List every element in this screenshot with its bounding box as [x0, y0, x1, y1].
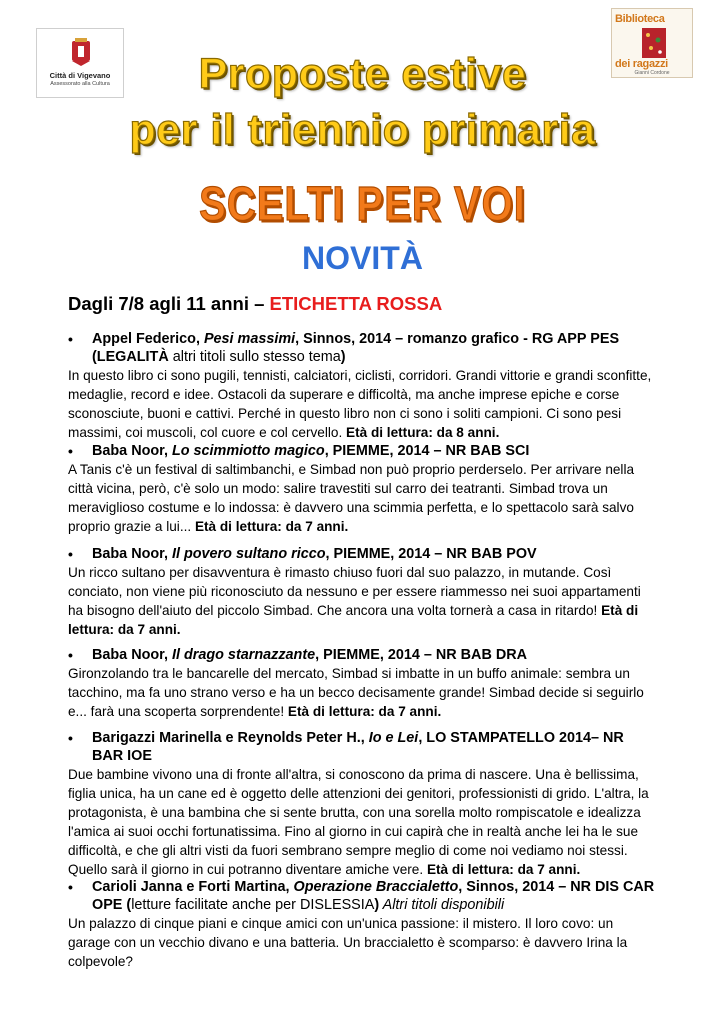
section-age-range: Dagli 7/8 agli 11 anni – — [68, 293, 270, 314]
bullet-icon: • — [68, 730, 73, 746]
book-entry — [68, 442, 658, 536]
book-author: Appel Federico, — [92, 331, 204, 347]
book-extra-open: ( — [122, 897, 132, 913]
reading-age: Età di lettura: da 7 anni. — [68, 603, 639, 637]
book-heading — [68, 545, 658, 563]
section-label: ETICHETTA ROSSA — [269, 293, 443, 314]
book-description: In questo libro ci sono pugili, tennisti, calciatori, ciclisti, corridori. Grandi vittorie e grandi sconfitte, medaglie, record e idee. Ostacoli da superare e difficoltà, ma anche imprese epiche e corse sconosciute, buoni e cattivi. Perché in questo libro non ci sono i soliti campioni. Ci sono pesi massimi, coi muscoli, col cuore e col cervello. Età di lettura: da 8 anni. — [68, 368, 652, 440]
book-description: A Tanis c'è un festival di saltimbanchi, e Simbad non può proprio perderselo. Per arrivare nella città vicina, però, c'è solo un modo: salire travestiti sul carro dei teatranti. Simbad trova un meraviglioso costume e lo indossa: è davvero una scimmia perfetta, e lo spettacolo sarà salvo proprio grazie a lui... Età di lettura: da 7 anni. — [68, 462, 635, 534]
book-title: Il drago starnazzante — [171, 647, 316, 663]
book-entry — [68, 878, 658, 971]
book-description: Gironzolando tra le bancarelle del mercato, Simbad si imbatte in un buffo animale: sembra un tacchino, ma fa uno strano verso e ha un becco decisamente grande! Simbad decide si seguirlo e... farà una scoperta sorprendente! Età di lettura: da 7 anni. — [68, 666, 644, 719]
book-description: Un ricco sultano per disavventura è rimasto chiuso fuori dal suo palazzo, in mutande. Così conciato, non viene più riconosciuto da nessuno e per essere riammesso nei suoi appartamenti ha bisogno dell'aiuto del piccolo Simbad. Che ancora una volta tornerà a casa in ritardo! Età di lettura: da 7 anni. — [68, 565, 641, 637]
book-details: , Sinnos, 2014 – romanzo grafico - RG APP PES — [295, 331, 620, 347]
bullet-icon: • — [68, 546, 73, 562]
book-entry — [68, 646, 658, 721]
book-extra-text: altri titoli sullo stesso tema — [168, 349, 341, 365]
book-heading — [68, 442, 658, 460]
book-author: Baba Noor, — [92, 443, 172, 459]
book-details: , Sinnos, 2014 – NR DIS CAR OPE — [92, 879, 655, 913]
reading-age: Età di lettura: da 7 anni. — [194, 519, 349, 534]
reading-age: Età di lettura: da 8 anni. — [346, 425, 500, 440]
bullet-icon: • — [68, 331, 73, 347]
book-author: Baba Noor, — [92, 546, 172, 562]
book-extra-open: (LEGALITÀ — [92, 349, 169, 365]
book-extra-close: ) — [340, 349, 346, 365]
title-line-2: per il triennio primaria — [129, 106, 596, 154]
book-description: Un palazzo di cinque piani e cinque amici con un'unica passione: il mistero. Il loro covo: un garage con un vecchio divano e una batteria. Un braccialetto è scomparso: è davvero Irina la colpevole? — [68, 916, 628, 969]
logo-gianni-cordone-text: Gianni Cordone — [634, 70, 670, 76]
book-author: Carioli Janna e Forti Martina, — [92, 879, 294, 895]
book-entry — [68, 545, 658, 639]
book-description: Due bambine vivono una di fronte all'altra, si conoscono da prima di nascere. Una è bellissima, figlia unica, ha un cane ed è oggetto delle attenzioni dei genitori, professionisti di grido. L'altra, la protagonista, è una bambina che si sente brutta, con una sorella molto rompiscatole e idealizza l'amica ai suoi occhi fortunatissima. Fino al giorno in cui capirà che in realtà anche lei ha le sue difficoltà, e che gli altri visti da fuori sembrano sempre meglio di come noi vediamo noi stessi. Quello sarà il giorno in cui potranno diventare amiche vere. Età di lettura: da 7 anni. — [68, 767, 649, 877]
book-extra-close: ) — [374, 897, 380, 913]
logo-ragazzi-text: dei ragazzi — [615, 58, 668, 70]
novita-heading: NOVITÀ — [302, 240, 423, 276]
book-title: Operazione Braccialetto — [293, 879, 459, 895]
bullet-icon: • — [68, 879, 73, 895]
book-heading — [68, 729, 658, 765]
subtitle-scelti-per-voi: SCELTI PER VOI — [199, 178, 526, 231]
book-entry — [68, 330, 658, 442]
book-details: , PIEMME, 2014 – NR BAB SCI — [324, 443, 530, 459]
book-details: , LO STAMPATELLO 2014– NR BAR IOE — [92, 730, 624, 764]
reading-age: Età di lettura: da 7 anni. — [287, 704, 442, 719]
book-title: Lo scimmiotto magico — [171, 443, 325, 459]
book-heading — [68, 330, 658, 366]
book-author: Baba Noor, — [92, 647, 172, 663]
book-title: Il povero sultano ricco — [171, 546, 326, 562]
book-author: Barigazzi Marinella e Reynolds Peter H., — [92, 730, 369, 746]
reading-age: Età di lettura: da 7 anni. — [426, 862, 581, 877]
book-entry — [68, 729, 658, 879]
book-extra-text: letture facilitate anche per DISLESSIA — [131, 897, 375, 913]
book-title: Io e Lei — [368, 730, 419, 746]
bullet-icon: • — [68, 647, 73, 663]
book-title: Pesi massimi — [203, 331, 296, 347]
book-extra-italic: Altri titoli disponibili — [379, 897, 505, 913]
title-line-1: Proposte estive — [198, 50, 527, 98]
logo-department: Assessorato alla Cultura — [50, 81, 110, 87]
logo-biblioteca-text: Biblioteca — [615, 13, 665, 25]
bullet-icon: • — [68, 443, 73, 459]
book-details: , PIEMME, 2014 – NR BAB DRA — [315, 647, 528, 663]
section-heading — [68, 293, 442, 315]
book-heading — [68, 878, 658, 914]
book-details: , PIEMME, 2014 – NR BAB POV — [325, 546, 537, 562]
logo-city-name: Città di Vigevano — [49, 71, 111, 80]
book-heading — [68, 646, 658, 664]
